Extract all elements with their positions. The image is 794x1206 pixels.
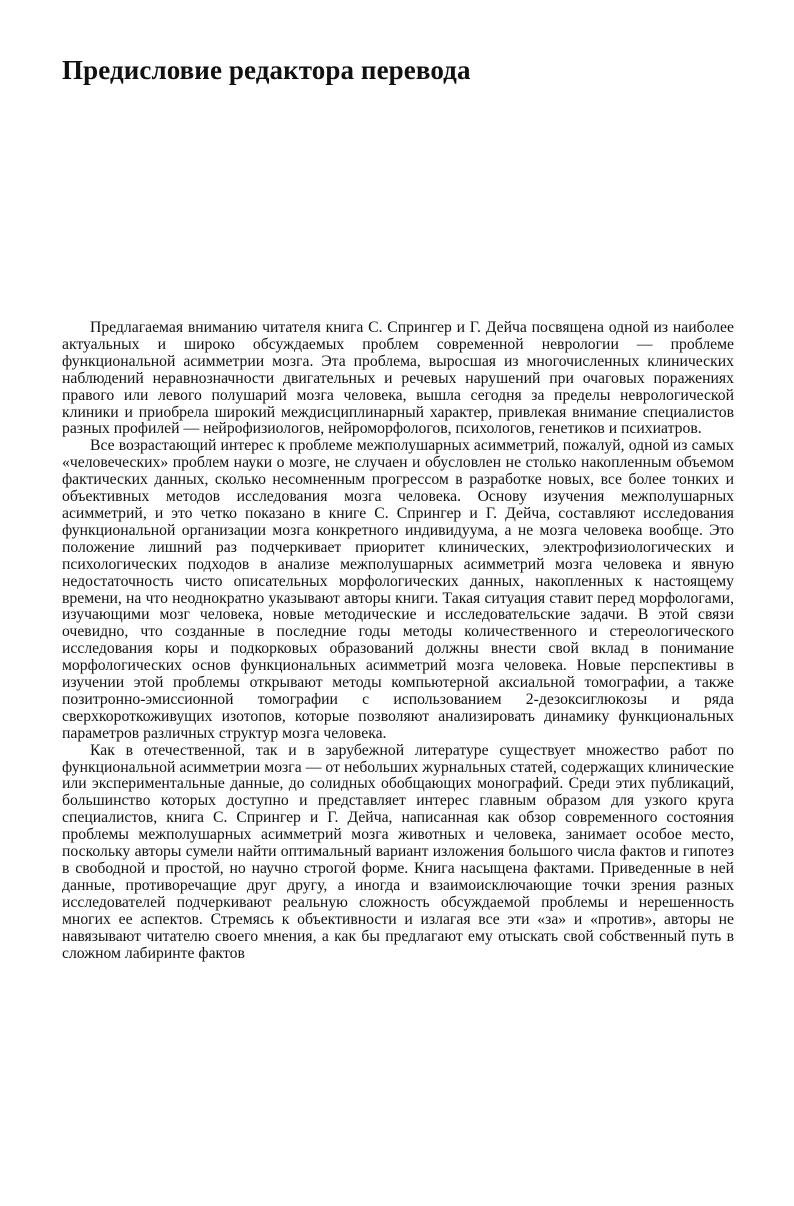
paragraph-2: Все возрастающий интерес к проблеме межполушарных асимметрий, пожалуй, одной из самых «человеческих» проблем науки о мозге, не случаен и обусловлен не столько накопленным объемом фактических данных, сколько несомненным прогрессом в разработке новых, все более тонких и объективных методов исследования мозга человека. Основу изучения межполушарных асимметрий, и это четко показано в книге С. Спрингер и Г. Дейча, составляют исследования функциональной организации мозга конкретного индивидуума, а не мозга человека вообще. Это положение лишний раз подчеркивает приоритет клинических, электрофизиологических и психологических подходов в анализе межполушарных асимметрий мозга человека и явную недостаточность чисто описательных морфологических данных, накопленных к настоящему времени, на что неоднократно указывают авторы книги. Такая ситуация ставит перед морфологами, изучающими мозг человека, новые методические и исследовательские задачи. В этой связи очевидно, что созданные в последние годы методы количественного и стереологического исследования коры и подкорковых образований должны внести свой вклад в понимание морфологических основ функциональных асимметрий мозга человека. Новые перспективы в изучении этой проблемы открывают методы компьютерной аксиальной томографии, а также позитронно-эмиссионной томографии с использованием 2-дезоксиглюкозы и ряда сверхкороткоживущих изотопов, которые позволяют анализировать динамику функциональных параметров различных структур мозга человека.: [62, 437, 734, 742]
paragraph-1: Предлагаемая вниманию читателя книга С. Спрингер и Г. Дейча посвящена одной из наиболее актуальных и широко обсуждаемых проблем современной неврологии — проблеме функциональной асимметрии мозга. Эта проблема, выросшая из многочисленных клинических наблюдений неравнозначности двигательных и речевых нарушений при очаговых поражениях правого или левого полушарий мозга человека, вышла сегодня за пределы неврологической клиники и приобрела широкий междисциплинарный характер, привлекая внимание специалистов разных профилей — нейрофизиологов, нейроморфологов, психологов, генетиков и психиатров.: [62, 319, 734, 438]
page-title: Предисловие редактора перевода: [62, 55, 471, 85]
paragraph-3: Как в отечественной, так и в зарубежной литературе существует множество работ по функциональной асимметрии мозга — от небольших журнальных статей, содержащих клинические или экспериментальные данные, до солидных обобщающих монографий. Среди этих публикаций, большинство которых доступно и представляет интерес главным образом для узкого круга специалистов, книга С. Спрингер и Г. Дейча, написанная как обзор современного состояния проблемы межполушарных асимметрий мозга животных и человека, занимает особое место, поскольку авторы сумели найти оптимальный вариант изложения большого числа фактов и гипотез в свободной и простой, но научно строгой форме. Книга насыщена фактами. Приведенные в ней данные, противоречащие друг другу, а иногда и взаимоисключающие точки зрения разных исследователей подчеркивают реальную сложность обсуждаемой проблемы и нерешенность многих ее аспектов. Стремясь к объективности и излагая все эти «за» и «против», авторы не навязывают читателю своего мнения, а как бы предлагают ему отыскать свой собственный путь в сложном лабиринте фактов: [62, 741, 734, 962]
body-text: [62, 320, 734, 962]
